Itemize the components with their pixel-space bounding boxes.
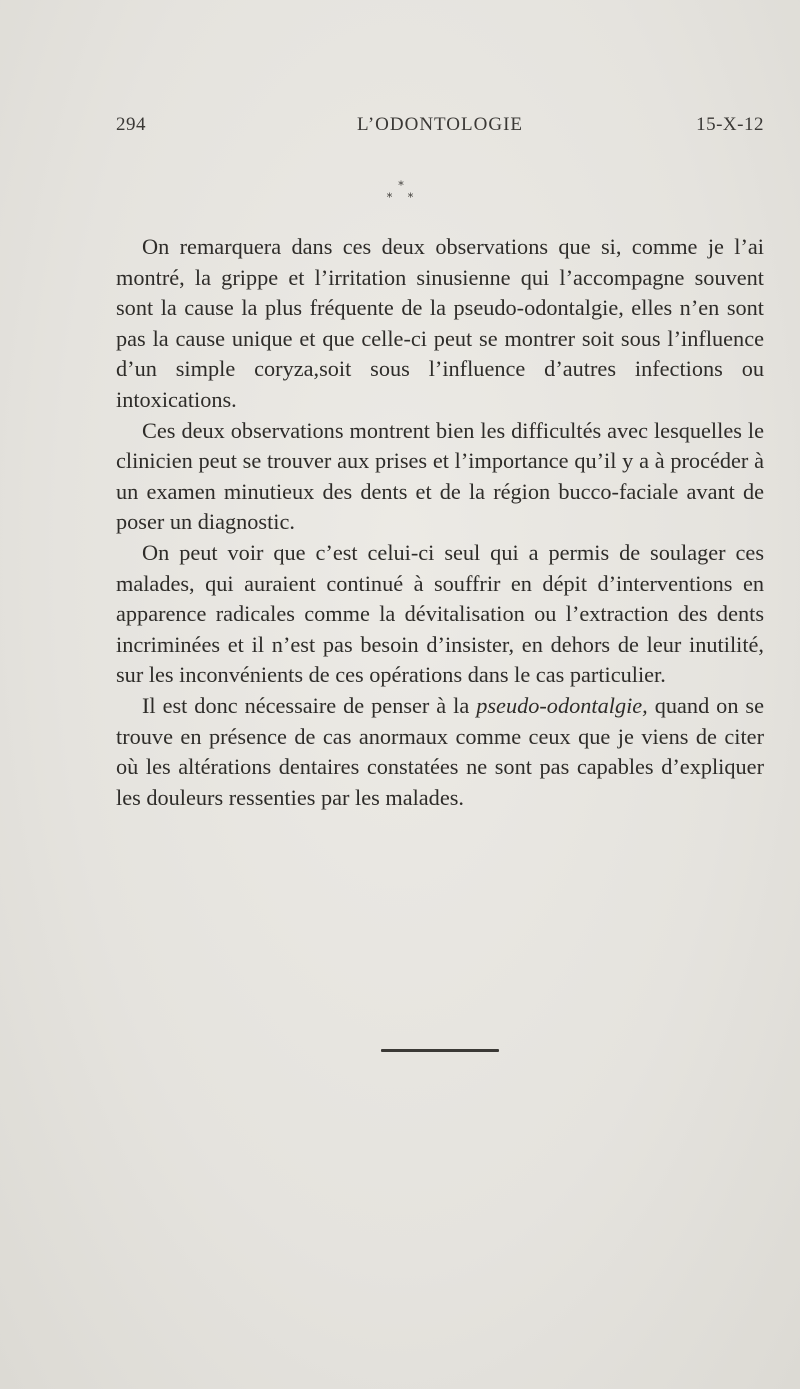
- paragraph-4-lead: Il est donc nécessaire de penser à la: [142, 692, 477, 718]
- paragraph-4: [116, 691, 764, 813]
- end-rule: [381, 1049, 499, 1052]
- asterism-separator: [360, 180, 440, 210]
- asterism-top: *: [398, 179, 404, 192]
- body-text: [116, 232, 764, 813]
- paragraph-1: On remarquera dans ces deux observations que si, comme je l’ai montré, la grippe et l’irritation sinusienne qui l’accompagne souvent sont la cause la plus fréquente de la pseudo-odontalgie, elles n’en sont pas la cause unique et que celle-ci peut se montrer soit sous l’influence d’un simple coryza,soit sous l’influence d’autres infections ou intoxications.: [116, 234, 764, 412]
- paragraph-3: On peut voir que c’est celui-ci seul qui a permis de soulager ces malades, qui auraient continué à souffrir en dépit d’interventions en apparence radicales comme la dévitalisation ou l’extraction des dents incriminées et il n’est pas besoin d’insister, en dehors de leur inutilité, sur les inconvénients de ces opérations dans le cas particulier.: [116, 539, 764, 688]
- journal-title: L’ODONTOLOGIE: [356, 114, 524, 135]
- asterism-bottom: * *: [386, 191, 420, 204]
- page-number: 294: [116, 114, 146, 135]
- issue-date: 15-X-12: [696, 114, 764, 135]
- paragraph-4-rest: quand on se trouve en présence de cas anormaux comme ceux que je viens de citer où les altérations dentaires constatées ne sont pas capables d’expliquer les douleurs ressenties par les malades.: [116, 692, 764, 810]
- paragraph-2: Ces deux observations montrent bien les difficultés avec lesquelles le clinicien peut se trouver aux prises et l’importance qu’il y a à procéder à un examen minutieux des dents et de la région bucco-faciale avant de poser un diagnostic.: [116, 417, 764, 535]
- italic-term: pseudo-odontalgie,: [476, 692, 648, 718]
- running-head: [116, 114, 764, 140]
